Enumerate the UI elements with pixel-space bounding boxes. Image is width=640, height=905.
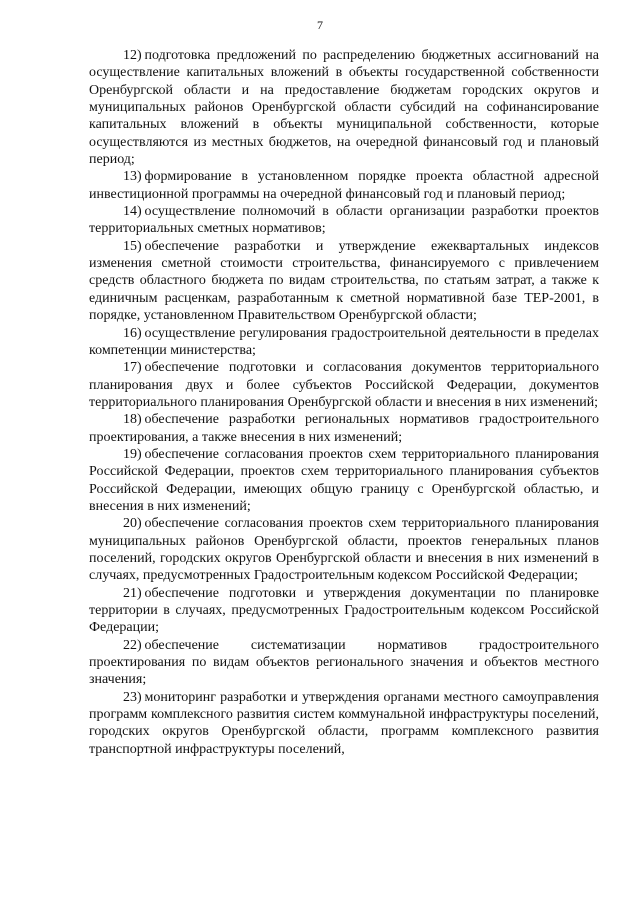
item-text: осуществление регулирования градостроительной деятельности в пределах компетенции министерства; [89, 325, 599, 358]
item-number: 13) [123, 169, 142, 185]
list-item [89, 359, 599, 411]
list-item [89, 515, 599, 584]
list-item [89, 47, 599, 168]
list-item [89, 446, 599, 515]
item-number: 22) [123, 637, 142, 653]
item-text: обеспечение подготовки и утверждения документации по планировке территории в случаях, предусмотренных Градостроительным кодексом Российской Федерации; [89, 585, 599, 636]
list-item [89, 168, 599, 203]
item-number: 17) [123, 360, 142, 376]
item-number: 18) [123, 412, 142, 428]
list-item [89, 238, 599, 325]
item-number: 12) [123, 48, 142, 63]
item-text: обеспечение согласования проектов схем территориального планирования Российской Федерации, проектов схем территориального планирования субъектов Российской Федерации, имеющих общую границу с Оренбургской областью, и внесения в них изменений; [89, 446, 599, 514]
item-text: обеспечение подготовки и согласования документов территориального планирования двух и более субъектов Российской Федерации, документов территориального планирования Оренбургской области и внесения в них изменений; [89, 360, 599, 410]
item-text: обеспечение согласования проектов схем территориального планирования муниципальных районов Оренбургской области, проектов генеральных планов поселений, городских округов Оренбургской области и внесения в них изменений в случаях, предусмотренных Градостроительным кодексом Российской Федерации; [89, 516, 599, 584]
item-number: 14) [123, 204, 142, 220]
item-text: подготовка предложений по распределению бюджетных ассигнований на осуществление капитальных вложений в объекты государственной собственности Оренбургской области и на предоставление бюджетам городских округов и муниципальных районов Оренбургской области субсидий на софинансирование капитальных вложений в объекты муниципальной собственности, которые осуществляются из местных бюджетов, на очередной финансовый год и плановый период; [89, 48, 599, 168]
item-text: обеспечение систематизации нормативов градостроительного проектирования по видам объектов регионального значения и объектов местного значения; [89, 637, 599, 688]
item-number: 15) [123, 238, 142, 254]
list-item [89, 325, 599, 360]
page-number: 7 [317, 18, 323, 32]
item-text: обеспечение разработки региональных нормативов градостроительного проектирования, а также внесения в них изменений; [89, 412, 599, 445]
document-body [89, 47, 599, 758]
item-number: 20) [123, 516, 142, 532]
item-number: 23) [123, 689, 142, 705]
list-item [89, 637, 599, 689]
list-item [89, 689, 599, 758]
item-number: 19) [123, 446, 142, 462]
list-item [89, 411, 599, 446]
item-text: формирование в установленном порядке проекта областной адресной инвестиционной программы на очередной финансовый год и плановый период; [89, 169, 599, 202]
list-item [89, 203, 599, 238]
item-text: обеспечение разработки и утверждение ежеквартальных индексов изменения сметной стоимости строительства, финансируемого с привлечением средств областного бюджета по видам строительства, по статьям затрат, а также к единичным расценкам, разработанным к сметной нормативной базе ТЕР-2001, в порядке, установленном Правительством Оренбургской области; [89, 238, 599, 324]
item-number: 21) [123, 585, 142, 601]
item-text: осуществление полномочий в области организации разработки проектов территориальных сметных нормативов; [89, 204, 599, 237]
item-number: 16) [123, 325, 142, 341]
item-text: мониторинг разработки и утверждения органами местного самоуправления программ комплексного развития систем коммунальной инфраструктуры поселений, городских округов Оренбургской области, программ комплексного развития транспортной инфраструктуры поселений, [89, 689, 599, 757]
list-item [89, 585, 599, 637]
